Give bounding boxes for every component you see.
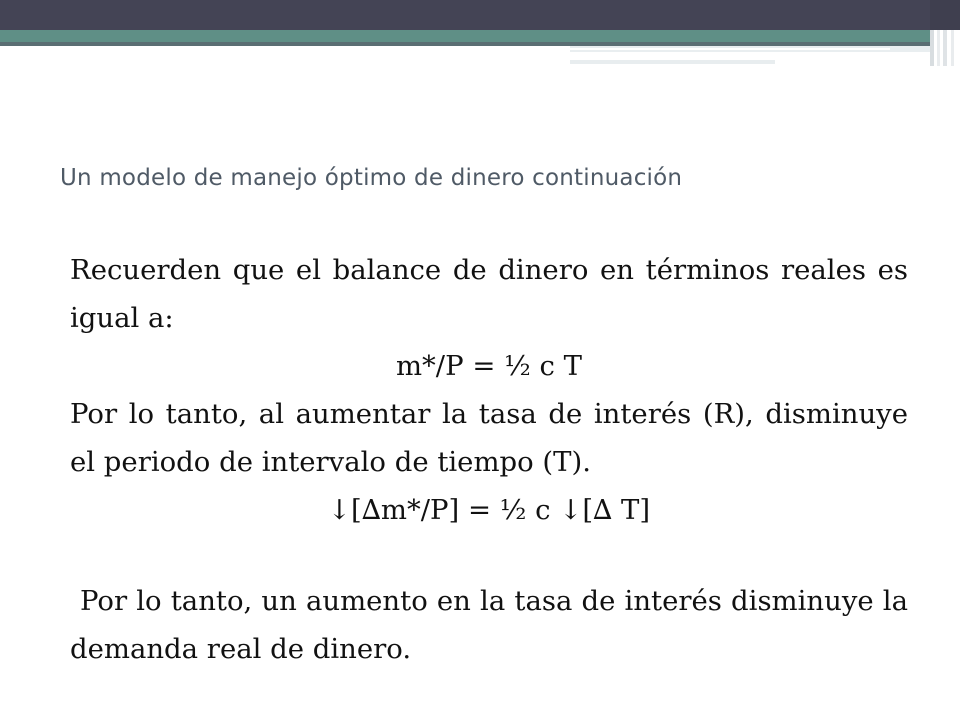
header-decorative-line: [570, 48, 890, 50]
paragraph-interest-effect: Por lo tanto, al aumentar la tasa de interés (R), disminuye el periodo de intervalo de tiempo (T).: [70, 398, 908, 478]
header-decorative-line: [570, 60, 775, 64]
equation-change: ↓[∆m*/P] = ½ c ↓[∆ T]: [327, 494, 651, 526]
spacer: [70, 534, 908, 577]
equation-balance: m*/P = ½ c T: [395, 350, 582, 382]
header-bar: [0, 0, 960, 30]
paragraph-conclusion: Por lo tanto, un aumento en la tasa de interés disminuye la demanda real de dinero.: [70, 585, 908, 665]
paragraph-balance: Recuerden que el balance de dinero en términos reales es igual a:: [70, 254, 908, 334]
header-accent-line: [0, 30, 930, 42]
slide-title: Un modelo de manejo óptimo de dinero continuación: [60, 165, 683, 191]
slide-body: [70, 246, 908, 673]
header-corner-dark: [930, 0, 960, 30]
